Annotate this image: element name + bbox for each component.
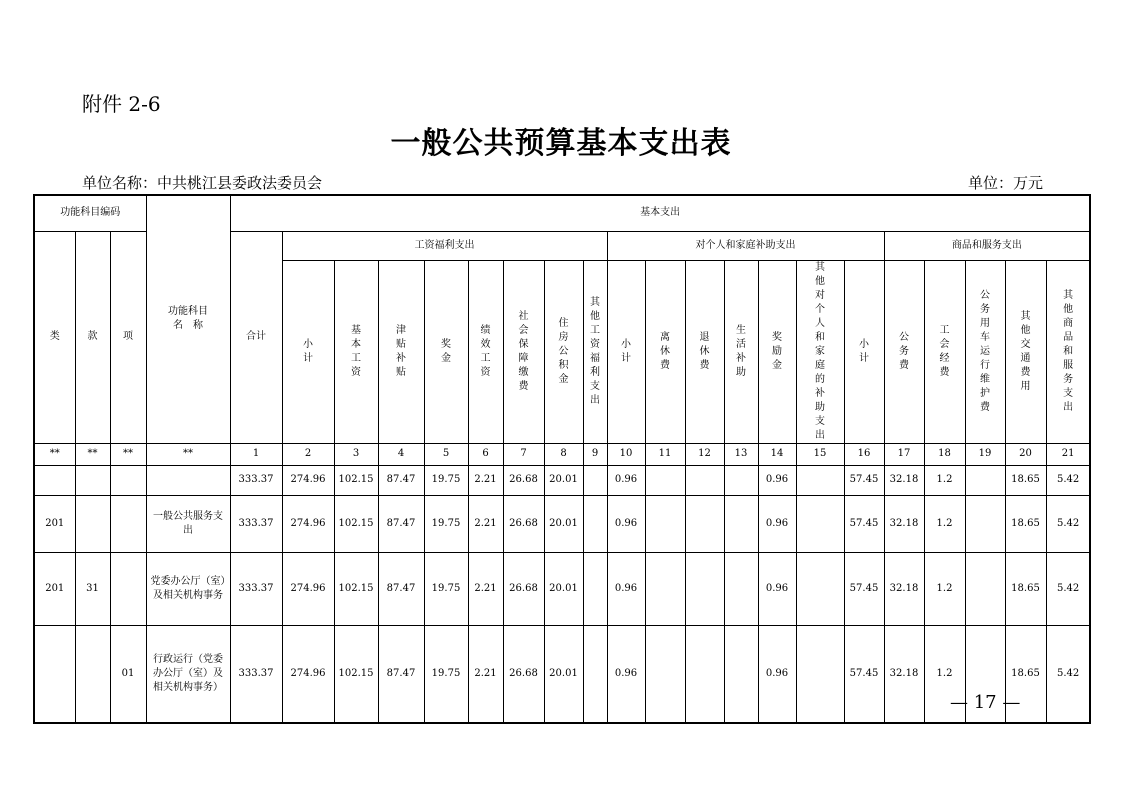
row-value: 102.15	[334, 495, 378, 552]
row-value: 32.18	[884, 625, 924, 723]
row-value	[583, 625, 607, 723]
row-value: 333.37	[230, 552, 282, 625]
index-cell: 16	[844, 443, 884, 465]
row-value: 32.18	[884, 495, 924, 552]
row-value: 19.75	[424, 465, 468, 495]
row-value	[645, 465, 685, 495]
row-value	[796, 495, 844, 552]
personal-group-header: 对个人和家庭补助支出	[607, 231, 884, 260]
index-cell: **	[146, 443, 230, 465]
row-value	[685, 495, 724, 552]
row-value	[583, 552, 607, 625]
index-cell: 5	[424, 443, 468, 465]
row-value: 57.45	[844, 625, 884, 723]
col-header-10	[607, 260, 645, 443]
col-header-16	[844, 260, 884, 443]
index-cell: 8	[544, 443, 583, 465]
row-kuan	[75, 465, 110, 495]
unit-name: 单位名称：中共桃江县委政法委员会	[82, 174, 323, 192]
col-header-label: 公务用车运行维护费	[980, 289, 990, 413]
func-name-header	[146, 195, 230, 443]
row-value: 32.18	[884, 465, 924, 495]
row-value: 0.96	[758, 552, 796, 625]
xiang-header: 项	[110, 231, 146, 443]
row-value: 5.42	[1046, 552, 1090, 625]
index-cell: 2	[282, 443, 334, 465]
col-header-label: 其他商品和服务支出	[1063, 289, 1074, 413]
func-name-header-line1: 功能科目	[168, 306, 208, 318]
row-value: 5.42	[1046, 495, 1090, 552]
index-cell: **	[75, 443, 110, 465]
col-header-20	[1005, 260, 1046, 443]
row-value: 1.2	[924, 465, 965, 495]
row-name: 一般公共服务支出	[146, 495, 230, 552]
index-cell: 10	[607, 443, 645, 465]
table-row	[34, 625, 1090, 723]
index-cell: 1	[230, 443, 282, 465]
row-value: 333.37	[230, 465, 282, 495]
row-xiang	[110, 552, 146, 625]
index-cell: 19	[965, 443, 1005, 465]
index-row	[34, 443, 1090, 465]
index-cell: 11	[645, 443, 685, 465]
kuan-header: 款	[75, 231, 110, 443]
index-cell: 18	[924, 443, 965, 465]
col-header-label: 奖金	[441, 338, 451, 364]
row-value: 19.75	[424, 625, 468, 723]
row-value	[645, 495, 685, 552]
row-value	[724, 465, 758, 495]
index-cell: 6	[468, 443, 503, 465]
row-value: 18.65	[1005, 495, 1046, 552]
row-value: 87.47	[378, 495, 424, 552]
row-value: 5.42	[1046, 465, 1090, 495]
row-name: 行政运行（党委办公厅（室）及相关机构事务）	[146, 625, 230, 723]
row-value	[796, 465, 844, 495]
col-header-label: 小计	[621, 338, 631, 364]
row-value: 5.42	[1046, 625, 1090, 723]
col-header-7	[503, 260, 544, 443]
unit-label: 单位：万元	[968, 174, 1044, 192]
row-value	[724, 495, 758, 552]
col-header-label: 离休费	[660, 331, 670, 371]
col-header-label: 奖励金	[772, 331, 782, 371]
row-value: 26.68	[503, 495, 544, 552]
row-value: 102.15	[334, 625, 378, 723]
row-value	[796, 552, 844, 625]
row-value: 0.96	[607, 625, 645, 723]
col-header-label: 绩效工资	[480, 324, 491, 378]
col-header-9	[583, 260, 607, 443]
row-lei: 201	[34, 495, 75, 552]
col-header-label: 公务费	[899, 331, 909, 371]
row-value: 102.15	[334, 465, 378, 495]
col-header-label: 小计	[303, 338, 313, 364]
index-cell: 7	[503, 443, 544, 465]
budget-table	[33, 194, 1091, 724]
table-row	[34, 465, 1090, 495]
col-header-13	[724, 260, 758, 443]
attachment-label: 附件 2-6	[82, 92, 161, 116]
row-value: 274.96	[282, 625, 334, 723]
col-header-label: 其他对个人和家庭的补助支出	[815, 261, 825, 441]
row-name	[146, 465, 230, 495]
row-value	[724, 625, 758, 723]
row-value	[965, 495, 1005, 552]
index-cell: 3	[334, 443, 378, 465]
col-header-12	[685, 260, 724, 443]
row-value: 57.45	[844, 552, 884, 625]
col-header-14	[758, 260, 796, 443]
row-value: 87.47	[378, 625, 424, 723]
index-cell: 17	[884, 443, 924, 465]
row-value	[965, 552, 1005, 625]
row-value: 26.68	[503, 625, 544, 723]
row-value	[796, 625, 844, 723]
row-lei	[34, 625, 75, 723]
col-header-5	[424, 260, 468, 443]
col-header-label: 津贴补贴	[396, 324, 406, 378]
row-value: 333.37	[230, 495, 282, 552]
row-value: 57.45	[844, 465, 884, 495]
row-value: 2.21	[468, 625, 503, 723]
row-value: 32.18	[884, 552, 924, 625]
row-value: 0.96	[758, 495, 796, 552]
col-header-19	[965, 260, 1005, 443]
row-value: 26.68	[503, 552, 544, 625]
row-value: 2.21	[468, 495, 503, 552]
col-header-label: 工会经费	[939, 324, 950, 378]
page-number: — 17 —	[950, 692, 1021, 713]
col-header-17	[884, 260, 924, 443]
col-header-3	[334, 260, 378, 443]
col-header-label: 其他交通费用	[1020, 310, 1031, 392]
row-value: 18.65	[1005, 552, 1046, 625]
table-row	[34, 495, 1090, 552]
row-value: 26.68	[503, 465, 544, 495]
row-value: 20.01	[544, 495, 583, 552]
goods-group-header: 商品和服务支出	[884, 231, 1090, 260]
index-cell: 4	[378, 443, 424, 465]
row-kuan: 31	[75, 552, 110, 625]
row-value: 87.47	[378, 465, 424, 495]
col-header-label: 住房公积金	[558, 317, 569, 385]
func-code-header: 功能科目编码	[34, 195, 146, 231]
row-value: 19.75	[424, 495, 468, 552]
row-value	[583, 465, 607, 495]
index-cell: 21	[1046, 443, 1090, 465]
row-value: 0.96	[607, 465, 645, 495]
row-kuan	[75, 625, 110, 723]
row-value	[685, 552, 724, 625]
row-value: 18.65	[1005, 465, 1046, 495]
row-value: 0.96	[758, 625, 796, 723]
row-value: 20.01	[544, 465, 583, 495]
col-header-label: 退休费	[699, 331, 710, 371]
row-value: 0.96	[607, 552, 645, 625]
col-header-label: 基本工资	[351, 324, 361, 378]
index-cell: **	[34, 443, 75, 465]
row-value: 20.01	[544, 552, 583, 625]
total-header: 合计	[230, 231, 282, 443]
row-value: 87.47	[378, 552, 424, 625]
row-value	[645, 552, 685, 625]
row-value: 57.45	[844, 495, 884, 552]
lei-header: 类	[34, 231, 75, 443]
index-cell: **	[110, 443, 146, 465]
row-value: 274.96	[282, 495, 334, 552]
row-value: 2.21	[468, 552, 503, 625]
index-cell: 9	[583, 443, 607, 465]
row-lei: 201	[34, 552, 75, 625]
index-cell: 13	[724, 443, 758, 465]
col-header-6	[468, 260, 503, 443]
row-value	[965, 465, 1005, 495]
row-xiang	[110, 495, 146, 552]
col-header-4	[378, 260, 424, 443]
row-value: 20.01	[544, 625, 583, 723]
func-name-header-line2: 名 称	[173, 320, 203, 332]
col-header-18	[924, 260, 965, 443]
col-header-label: 其他工资福利支出	[590, 296, 600, 406]
index-cell: 12	[685, 443, 724, 465]
row-value: 1.2	[924, 552, 965, 625]
basic-exp-header: 基本支出	[230, 195, 1090, 231]
row-value	[583, 495, 607, 552]
col-header-2	[282, 260, 334, 443]
col-header-label: 小计	[859, 338, 869, 364]
table-row	[34, 552, 1090, 625]
row-value	[685, 465, 724, 495]
col-header-8	[544, 260, 583, 443]
row-name: 党委办公厅（室）及相关机构事务	[146, 552, 230, 625]
col-header-label: 社会保障缴费	[518, 310, 529, 392]
row-value: 2.21	[468, 465, 503, 495]
row-xiang: 01	[110, 625, 146, 723]
row-value: 102.15	[334, 552, 378, 625]
row-value: 18.65	[1005, 625, 1046, 723]
row-value: 274.96	[282, 465, 334, 495]
header-row-1	[34, 195, 1090, 231]
index-cell: 15	[796, 443, 844, 465]
col-header-label: 生活补助	[736, 324, 746, 378]
row-value: 1.2	[924, 625, 965, 723]
wage-group-header: 工资福利支出	[282, 231, 607, 260]
row-kuan	[75, 495, 110, 552]
row-value: 1.2	[924, 495, 965, 552]
col-header-11	[645, 260, 685, 443]
index-cell: 20	[1005, 443, 1046, 465]
row-value: 333.37	[230, 625, 282, 723]
col-header-21	[1046, 260, 1090, 443]
page-title: 一般公共预算基本支出表	[390, 126, 732, 161]
row-lei	[34, 465, 75, 495]
row-value	[724, 552, 758, 625]
row-value	[645, 625, 685, 723]
row-value: 0.96	[607, 495, 645, 552]
col-header-15	[796, 260, 844, 443]
row-xiang	[110, 465, 146, 495]
row-value: 274.96	[282, 552, 334, 625]
index-cell: 14	[758, 443, 796, 465]
row-value: 19.75	[424, 552, 468, 625]
row-value	[685, 625, 724, 723]
row-value: 0.96	[758, 465, 796, 495]
